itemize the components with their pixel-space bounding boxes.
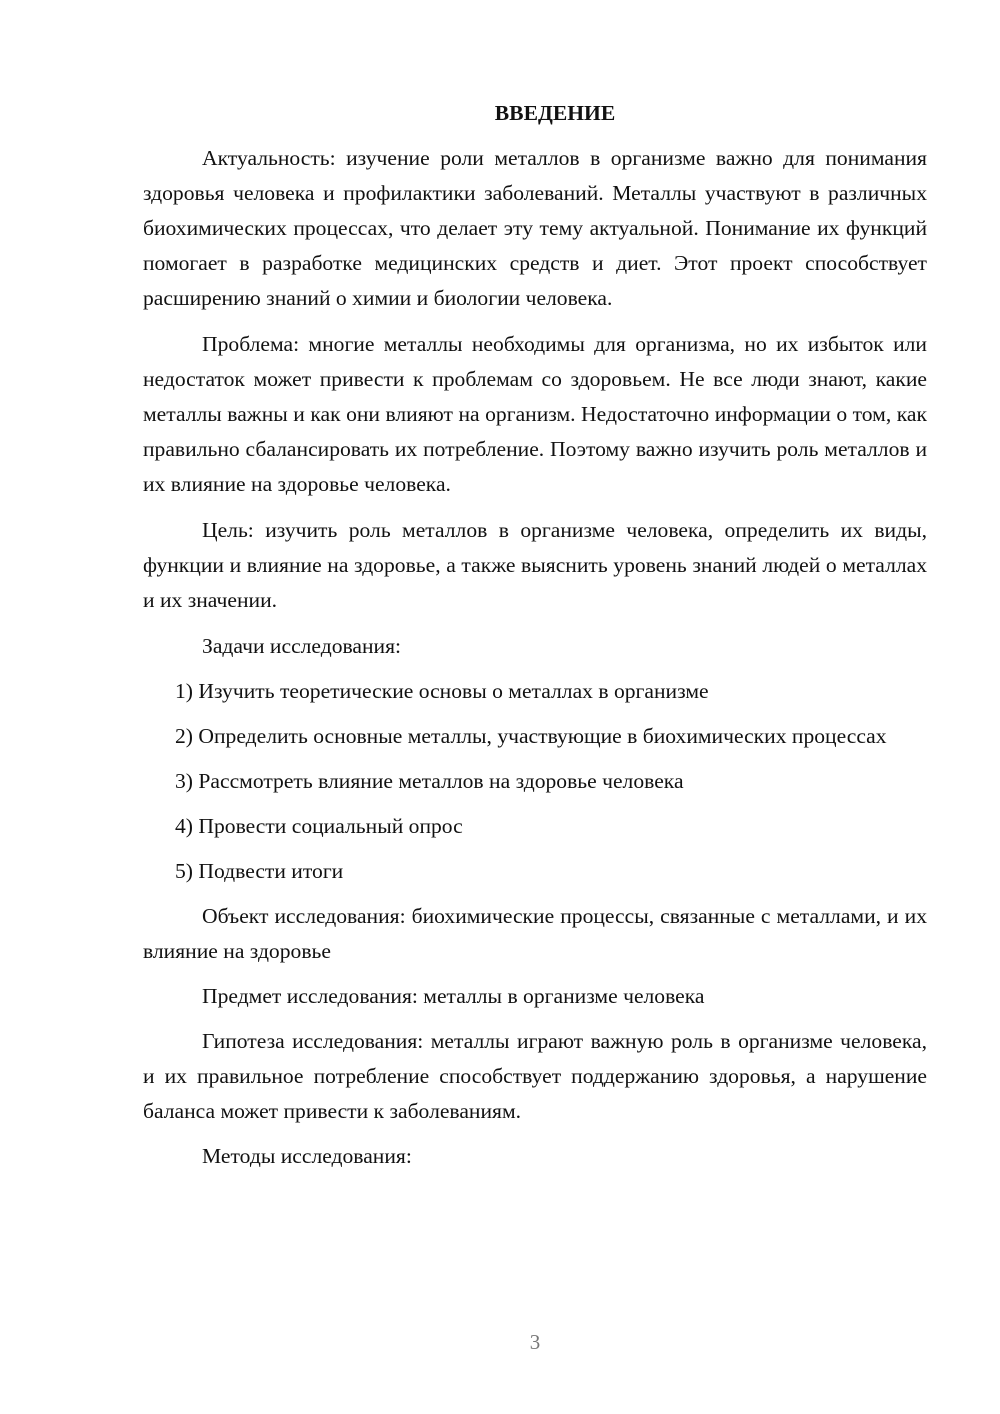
section-title: ВВЕДЕНИЕ (494, 101, 616, 125)
paragraph-hypothesis: Гипотеза исследования: металлы играют важную роль в организме человека, и их правильное потребление способствует поддержанию здоровья, а нарушение баланса может привести к заболеваниям. (143, 1029, 927, 1123)
task-item-3: 3) Рассмотреть влияние металлов на здоровье человека (175, 769, 684, 793)
paragraph-relevance: Актуальность: изучение роли металлов в организме важно для понимания здоровья человека и профилактики заболеваний. Металлы участвуют в различных биохимических процессах, что делает эту тему актуальной. Понимание их функций помогает в разработке медицинских средств и диет. Этот проект способствует расширению знаний о химии и биологии человека. (143, 146, 927, 310)
page-content (143, 96, 927, 1174)
methods-heading: Методы исследования: (202, 1144, 412, 1168)
paragraph-problem: Проблема: многие металлы необходимы для организма, но их избыток или недостаток может привести к проблемам со здоровьем. Не все люди знают, какие металлы важны и как они влияют на организм. Недостаточно информации о том, как правильно сбалансировать их потребление. Поэтому важно изучить роль металлов и их влияние на здоровье человека. (143, 332, 927, 496)
paragraph-object: Объект исследования: биохимические процессы, связанные с металлами, и их влияние на здоровье (143, 904, 927, 963)
task-item-4: 4) Провести социальный опрос (175, 814, 463, 838)
page-number: 3 (529, 1330, 541, 1354)
tasks-heading: Задачи исследования: (202, 634, 402, 658)
paragraph-goal: Цель: изучить роль металлов в организме человека, определить их виды, функции и влияние на здоровье, а также выяснить уровень знаний людей о металлах и их значении. (143, 518, 927, 612)
task-item-2: 2) Определить основные металлы, участвующие в биохимических процессах (175, 724, 887, 748)
paragraph-subject: Предмет исследования: металлы в организме человека (202, 984, 705, 1008)
task-item-1: 1) Изучить теоретические основы о металлах в организме (175, 679, 709, 703)
task-item-5: 5) Подвести итоги (175, 859, 344, 883)
